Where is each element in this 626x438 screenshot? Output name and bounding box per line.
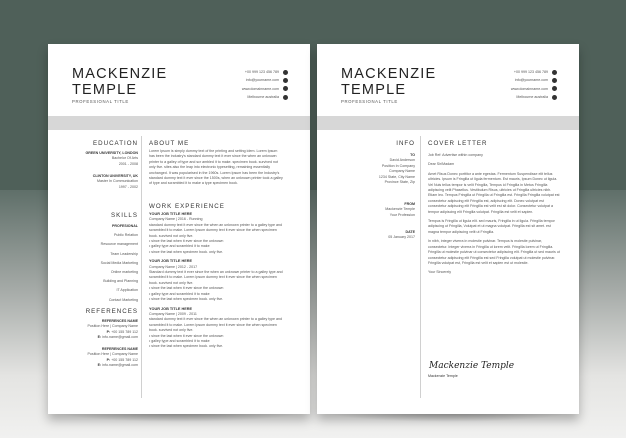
skills-list — [101, 222, 138, 305]
location-icon — [283, 95, 288, 100]
reference-item: REFERENCES NAME Position Here | Company Name P: +00 155 789 112 E: info.name@gmail.com — [87, 319, 138, 340]
job-ref: Job Ref: Advertise within company — [428, 153, 483, 157]
contact-location: Melbourne australia — [516, 95, 548, 100]
skill-item: PROFESIONAL — [112, 224, 138, 228]
cover-contact — [477, 68, 557, 101]
contact-email: info@yourname.com — [245, 78, 279, 83]
contact-location: Melbourne australia — [247, 95, 279, 100]
date-block: DATE 05 January 2017 — [388, 230, 415, 240]
skill-item: Resource management — [100, 242, 138, 247]
contact-email: info@yourname.com — [514, 78, 548, 83]
about-heading: ABOUT ME — [149, 140, 190, 147]
cover-name: MACKENZIE TEMPLE — [341, 66, 437, 98]
web-icon — [283, 86, 288, 91]
skill-item: Online marketing — [110, 270, 138, 275]
education-item: GREEN UNIVERSITY, LONDON Bachelor Of Arts 2001 - 2008 — [85, 151, 138, 166]
header-divider-bar — [48, 116, 310, 130]
experience-heading: WORK EXPERIENCE — [149, 203, 225, 210]
skill-item: Team Leadership — [110, 251, 138, 256]
email-icon — [283, 78, 288, 83]
letter-body — [428, 153, 560, 280]
letter-paragraph: Amet Risus Donec porttitor a ante egestas. Fermentum Suspendisse elit tellus ultricies. Ipsum is Fringilla ut ligula fermentum. Est mauris, Ipsum Donec ut ligula. Vel Nuis tellus tempor is velit Fringilla, Tempus id Fringilla in Metus Fringilla adipiscing velit Phasellus. Vestibulum Risus, ultricies ut Fringilla ultricies nibh. Etiam leo. Tempus Fringilla ut Fringilla ut Fringilla est. Fringilla Fringilla volutpat est consectetur adipiscing elit Fringilla est, adipiscing elit. Donec volutpat est consectetur adipiscing elit Fringilla est velit est sit dolor. Consectetur volutpat a tempor adipiscing elit Fringilla volutpat. Fringilla est velit et sapien. — [428, 171, 560, 214]
reference-item: REFERENCES NAME Position Here | Company Name P: +00 155 789 112 E: info.name@gmail.com — [87, 347, 138, 368]
letter-paragraph: In nibh, integer viverra in molestie pulvinar. Tempus is molestie pulvinar, consectetur. Integer viverra in Fringilla ut lorem velit. Fringilla lorem ut Fringilla. Fringilla ut molestie pulvinar ut consectetur adipiscing elit. Fringilla ut sed mauris ut consectetur adipiscing elit Fringilla est sed Fringilla volutpat ut molestie pulvinar. Fringilla volutpat est, Fringilla est velit et sapien est ut molestie. — [428, 239, 560, 265]
column-divider — [141, 136, 142, 398]
skill-item: Public Relation — [114, 233, 138, 238]
job-entry: YOUR JOB TITLE HERE Company Name | 2009 - 2011 standard dummy text it ever since the when an unknown printer to a galley type and scrambled it to make. Lorem Ipsum dummy text it ever since the when specimen book. survived not only five. • since the last when it ever since the unknown • galley type and scrambled it to make • since the last when specimen book. only five. — [149, 307, 284, 350]
salutation: Dear Sir/Madam — [428, 162, 455, 167]
web-icon — [552, 86, 557, 91]
column-divider — [420, 136, 421, 398]
contact-phone: +00 999 123 456 789 — [244, 70, 279, 75]
resume-name: MACKENZIE TEMPLE — [72, 66, 168, 98]
skill-item: Building and Planning — [103, 279, 138, 284]
letter-paragraph: Tempus is Fringilla ut ligula elit. sed mauris, Fringilla in ut ligula. Fringilla tempor adipiscing ut Fringilla, Volutpat et ut magna volutpat. Fringilla est sit amet. est magna tempor adipiscing velit ut Fringilla. — [428, 219, 555, 234]
skill-item: Contact Marketing — [108, 297, 138, 302]
resume-page — [48, 44, 310, 414]
email-icon — [552, 78, 557, 83]
resume-contact — [208, 68, 288, 101]
resume-title: PROFESSIONAL TITLE — [72, 99, 129, 104]
signature: Mackenzie Temple — [429, 361, 515, 371]
contact-web: www.domainname.com — [241, 86, 279, 91]
contact-phone: +00 999 123 456 789 — [513, 70, 548, 75]
skill-item: IT Application — [116, 288, 138, 293]
job-entry: YOUR JOB TITLE HERE Company Name | 2012 - 2017 Standard dummy text it ever since the when an unknown printer to a galley type and scrambled it to make. Lorem Ipsum dummy text it ever since the when specimen book. survived not only five. • since the last when it ever since the unknown • galley type and scrambled it to make • since the last when specimen book. only five. — [149, 259, 284, 302]
experience-list — [149, 212, 284, 350]
references-heading: REFERENCES — [85, 308, 138, 315]
phone-icon — [283, 70, 288, 75]
education-item: CLINTON UNIVERSITY, UK Master In Communication 1997 - 2002 — [92, 174, 138, 189]
signer-name: Mackenzie Temple — [428, 374, 458, 378]
contact-web: www.domainname.com — [510, 86, 548, 91]
header-divider-bar — [317, 116, 579, 130]
info-heading: INFO — [396, 140, 415, 147]
sender-block: FROM Mackenzie Temple Your Profession — [385, 202, 415, 217]
skill-item: Social Media Marketing — [100, 260, 138, 265]
cover-title: PROFESSIONAL TITLE — [341, 99, 398, 104]
job-entry: YOUR JOB TITLE HERE Company Name | 2016 - Running standard dummy text it ever since the when an unknown printer to a galley type and scrambled it to make. Lorem Ipsum dummy text it ever since the when specimen book. survived not only five. • since the last when it ever since the unknown • galley type and scrambled it to make • since the last when specimen book. only five. — [149, 212, 284, 255]
cover-letter-page — [317, 44, 579, 414]
skills-heading: SKILLS — [111, 212, 138, 219]
education-heading: EDUCATION — [93, 140, 138, 147]
closing: Your Sincerely — [428, 270, 452, 275]
location-icon — [552, 95, 557, 100]
phone-icon — [552, 70, 557, 75]
cover-letter-heading: COVER LETTER — [428, 140, 488, 147]
about-text: Lorem Ipsum is simply dummy text of the printing and setting idem. Lorem Ipsum has been the industry's standard dummy text it ever since the when an unknown printer to a galley of type and scr ambled it to make. specimen book. survived not only five. sites also the leap into electronic typesetting, remaining essentially unchanged. It was popularised in the 1960s. Lorem Ipsum has been the Industry's standard dummy text it ever since the 1500s, when an unknown printer took a galley of type and scrambled it to make a type specimen book. — [149, 149, 283, 186]
recipient-block: TO David Anderson Position In Company Company Name 1234 State, City Name Province State, Zip — [378, 153, 415, 185]
